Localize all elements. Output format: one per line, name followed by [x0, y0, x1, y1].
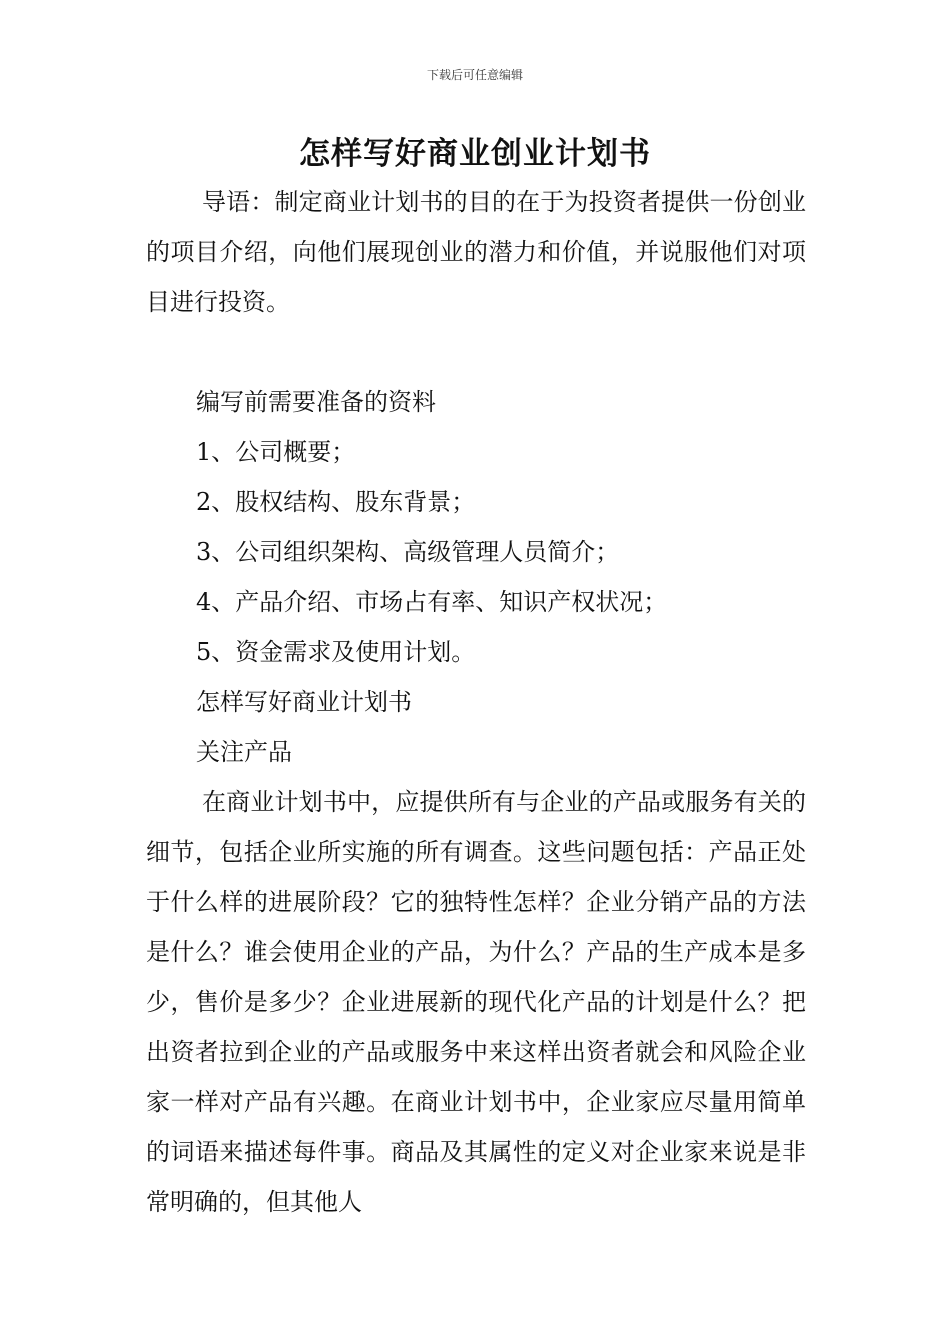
prep-item: 4、产品介绍、市场占有率、知识产权状况；	[196, 588, 668, 616]
document-title: 怎样写好商业创业计划书	[299, 136, 651, 172]
section-heading: 怎样写好商业计划书	[196, 688, 412, 716]
prep-item: 1、公司概要；	[196, 438, 356, 466]
product-paragraph: 在商业计划书中，应提供所有与企业的产品或服务有关的细节，包括企业所实施的所有调查。这些问题包括：产品正处于什么样的进展阶段？它的独特性怎样？企业分销产品的方法是什么？谁会使用企业的产品，为什么？产品的生产成本是多少，售价是多少？企业进展新的现代化产品的计划是什么？把出资者拉到企业的产品或服务中来这样出资者就会和风险企业家一样对产品有兴趣。在商业计划书中，企业家应尽量用简单的词语来描述每件事。商品及其属性的定义对企业家来说是非常明确的，但其他人	[146, 788, 806, 1216]
prep-item: 5、资金需求及使用计划。	[196, 638, 476, 666]
subsection-heading: 关注产品	[196, 738, 292, 766]
document-body	[146, 177, 806, 1227]
blank-line	[146, 327, 806, 377]
prep-item: 2、股权结构、股东背景；	[196, 488, 476, 516]
intro-paragraph: 导语：制定商业计划书的目的在于为投资者提供一份创业的项目介绍，向他们展现创业的潜力和价值，并说服他们对项目进行投资。	[146, 188, 806, 316]
header-note: 下载后可任意编辑	[426, 68, 523, 82]
prep-item: 3、公司组织架构、高级管理人员简介；	[196, 538, 620, 566]
prep-heading: 编写前需要准备的资料	[196, 388, 436, 416]
